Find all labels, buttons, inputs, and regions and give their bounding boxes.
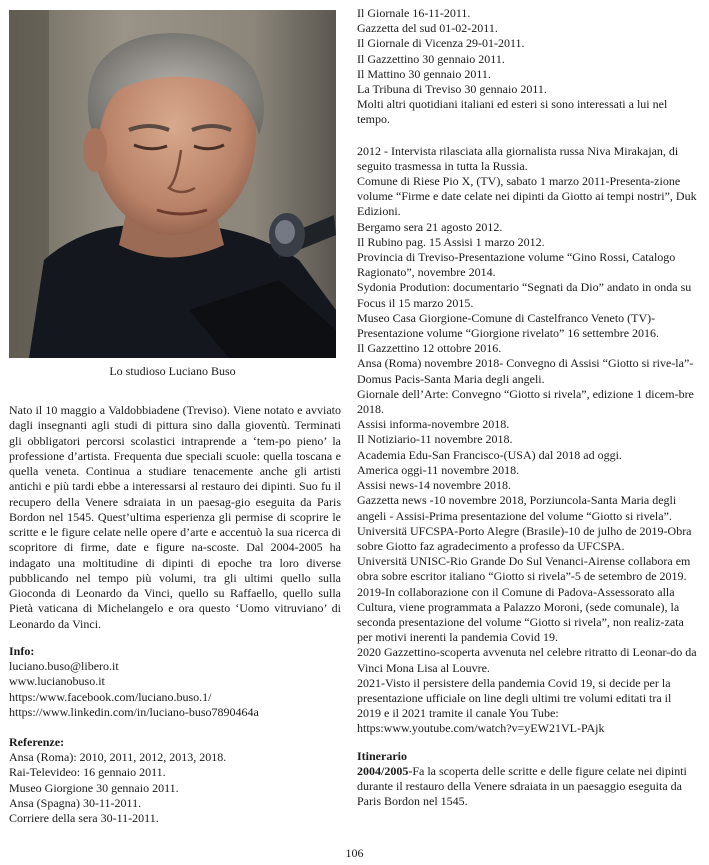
itinerary-year: 2004/2005- xyxy=(357,763,413,778)
left-column xyxy=(9,10,339,379)
press-item: Gazzetta del sud 01-02-2011. xyxy=(357,21,498,36)
press-item: Molti altri quotidiani italiani ed esteri si sono interessati a lui nel tempo. xyxy=(357,97,668,127)
references-heading: Referenze: xyxy=(9,735,65,749)
itinerary-text: Fa la scoperta delle scritte e delle figure celate nei dipinti durante il restauro della Venere sdraiata in un paesaggio eseguita da Paris Bordon nel 1545. xyxy=(357,763,687,809)
right-column xyxy=(357,6,697,809)
info-block xyxy=(9,644,341,720)
event-item: Giornale dell’Arte: Convegno “Giotto si rivela”, edizione 1 dicem-bre 2018. xyxy=(357,386,694,417)
portrait-photo xyxy=(9,10,336,358)
info-heading: Info: xyxy=(9,644,35,658)
reference-item: Ansa (Spagna) 30-11-2011. xyxy=(9,795,142,810)
event-item: 2019-In collaborazione con il Comune di Padova-Assessorato alla Cultura, viene programmata a Palazzo Moroni, (sede comunale), la seconda presentazione del volume “Giotto si rivela”, non realiz-zata per motivi inerenti la pandemia Covid 19. xyxy=(357,584,684,645)
photo-caption: Lo studioso Luciano Buso xyxy=(109,364,236,378)
event-item: Universitä UNISC-Rio Grande Do Sul Venanci-Airense collabora em obra sobre escritor italiano “Giotto si rivela”-5 de setembro de 2019. xyxy=(357,554,691,584)
itinerary-heading: Itinerario xyxy=(357,748,407,763)
info-email[interactable]: luciano.buso@libero.it xyxy=(9,659,119,674)
reference-item: Rai-Televideo: 16 gennaio 2011. xyxy=(9,765,166,780)
press-item: La Tribuna di Treviso 30 gennaio 2011. xyxy=(357,82,547,97)
event-item: Comune di Riese Pio X, (TV), sabato 1 marzo 2011-Presenta-zione volume “Firme e date celate nei dipinti da Giotto ai tempi nostri”, Duk Edizioni. xyxy=(357,174,697,219)
reference-item: Museo Giorgione 30 gennaio 2011. xyxy=(9,780,179,795)
info-facebook[interactable]: https:/www.facebook.com/luciano.buso.1/ xyxy=(9,689,212,704)
reference-item: Corriere della sera 30-11-2011. xyxy=(9,811,159,826)
press-item: Il Giornale 16-11-2011. xyxy=(357,6,471,20)
event-item: Ansa (Roma) novembre 2018- Convegno di Assisi “Giotto si rive-la”-Domus Pacis-Santa Maria degli angeli. xyxy=(357,356,694,386)
press-item: Il Giornale di Vicenza 29-01-2011. xyxy=(357,36,525,51)
press-item: Il Mattino 30 gennaio 2011. xyxy=(357,66,491,81)
event-item: Sydonia Prodution: documentario “Segnati da Dio” andato in onda su Focus il 15 marzo 2015. xyxy=(357,280,692,310)
event-item: 2021-Visto il persistere della pandemia Covid 19, si decide per la presentazione ufficiale on line degli ultimi tre volumi editati tra il 2019 e il 2021 tramite il canale You Tube: https:www.youtube.com/watch?v=yEW21VL-PAjk xyxy=(357,675,672,736)
event-item: Assisi informa-novembre 2018. xyxy=(357,417,510,432)
event-item: Museo Casa Giorgione-Comune di Castelfranco Veneto (TV)-Presentazione volume “Giorgione rivelato” 16 settembre 2016. xyxy=(357,310,660,341)
event-item: Academia Edu-San Francisco-(USA) dal 2018 ad oggi. xyxy=(357,447,622,462)
info-website[interactable]: www.lucianobuso.it xyxy=(9,674,105,689)
event-item: Il Gazzettino 12 ottobre 2016. xyxy=(357,341,502,356)
event-item: Universitä UFCSPA-Porto Alegre (Brasile)-10 de julho de 2019-Obra sobre Giotto faz agradecimento a professo da UFCSPA. xyxy=(357,523,692,553)
event-item: Assisi news-14 novembre 2018. xyxy=(357,478,511,493)
biography-paragraph: Nato il 10 maggio a Valdobbiadene (Treviso). Viene notato e avviato dagli insegnanti agli studi di pittura sino dalla gioventù. Terminati gli obbligatori percorsi scolastici intraprende a ‘tem-po pieno’ la professione d’artista. Frequenta due speciali scuole: quella toscana e quella veneta. Continua a studiare tenacemente anche gli artisti antichi e più tardi ebbe a interessarsi al restauro dei dipinti. Suo fu il recupero della Venere sdraiata in un paesag-gio eseguita da Paris Bordon nel 1545. Quest’ultima esperienza gli permise di scoprire le scritte e le figure celate nelle opere d’arte e accentuò la sua ricerca di scopritore di firme, date e figure na-scoste. Dal 2004-2005 ha indagato una moltitudine di dipinti di epoche tra loro diverse pubblicando nel tempo più volumi, tra gli ultimi quello sulla Gioconda di Leonardo da Vinci, quello su Raffaello, quello sulla Pietà vaticana di Michelangelo e ora questo ‘Uomo vitruviano’ di Leonardo da Vinci. xyxy=(9,403,341,631)
event-item: 2020 Gazzettino-scoperta avvenuta nel celebre ritratto di Leonar-do da Vinci Mona Lisa al Louvre. xyxy=(357,645,697,675)
itinerary-entry xyxy=(357,764,697,810)
event-item: Il Notiziario-11 novembre 2018. xyxy=(357,432,513,447)
event-item: 2012 - Intervista rilasciata alla giornalista russa Niva Mirakajan, di seguito trasmessa in tutta la Russia. xyxy=(357,143,679,173)
event-item: Gazzetta news -10 novembre 2018, Porziuncola-Santa Maria degli angeli - Assisi-Prima presentazione del volume “Giotto si rivela”. xyxy=(357,493,677,523)
references-block xyxy=(9,735,341,826)
event-item: America oggi-11 novembre 2018. xyxy=(357,462,520,477)
event-item: Provincia di Treviso-Presentazione volume “Gino Rossi, Catalogo Ragionato”, novembre 2014. xyxy=(357,250,676,280)
info-linkedin[interactable]: https://www.linkedin.com/in/luciano-buso7890464a xyxy=(9,704,259,719)
reference-item: Ansa (Roma): 2010, 2011, 2012, 2013, 2018. xyxy=(9,750,227,765)
event-item: Bergamo sera 21 agosto 2012. xyxy=(357,219,503,234)
press-item: Il Gazzettino 30 gennaio 2011. xyxy=(357,51,505,66)
event-item: Il Rubino pag. 15 Assisi 1 marzo 2012. xyxy=(357,234,545,249)
page-number: 106 xyxy=(345,846,364,860)
